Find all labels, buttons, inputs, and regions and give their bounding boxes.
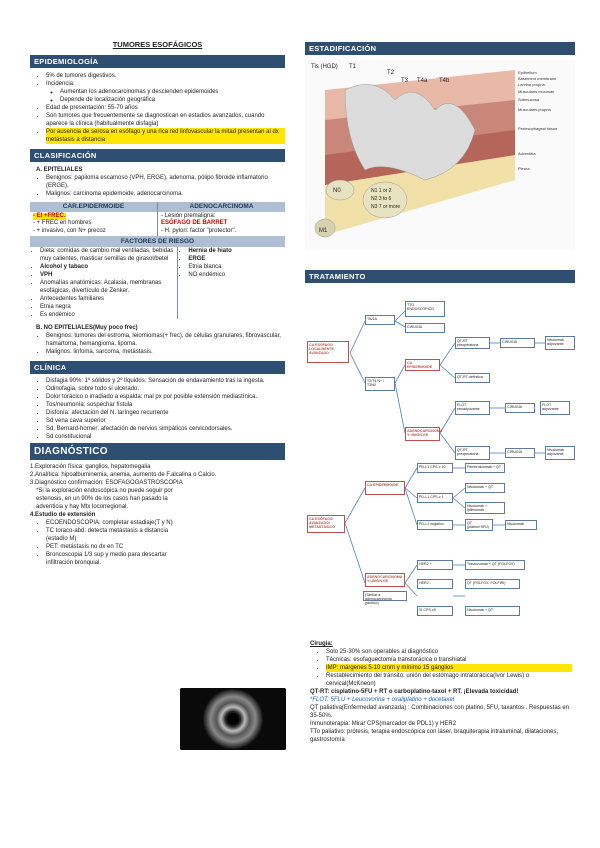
epid-row: - + invasivo, con N+ precoz xyxy=(33,227,106,234)
box-her2p: HER2 + xyxy=(417,560,453,570)
epidemiologia-header: EPIDEMIOLOGÍA xyxy=(30,55,285,68)
dx-item: *Si la exploración endoscópica no puede seguir por estenosis, en un 90% de los casos han pasado la adventicia y hay Mtx locorregional. xyxy=(36,488,173,510)
treatment-flowchart xyxy=(305,283,575,628)
clinica-item: • Odinofagia, sobre todo si ulcerado. xyxy=(46,385,285,393)
treatment-list xyxy=(310,640,572,744)
layer-label: Lamina propria xyxy=(518,82,545,87)
box-nivo2: Nivolumab adyuvante xyxy=(545,446,575,460)
box-nivoipi: Nivolumab + ipilimumab xyxy=(465,502,505,514)
box-m-epid: CA EPIDERMOIDE xyxy=(365,481,405,495)
box-cirugia2: CIRUGÍA xyxy=(500,338,535,348)
epi-sub-item: ◦ Depende de localización geográfica xyxy=(60,96,285,104)
box-her2n: HER2 - xyxy=(417,579,453,589)
clinica-item: • Tos/neumonía: sospechar fístula xyxy=(46,401,285,409)
risk-item: • Dieta: comidas de cambio mal ventiladas, bebidas muy calientes, masticar semillas de girasol/betel xyxy=(40,247,175,263)
epi-item: • Incidencia: ◦ Aumentan los adenocarcinomas y descienden epidemoides ◦ Depende de localización geográfica xyxy=(46,80,285,104)
clinica-header: CLÍNICA xyxy=(30,361,285,374)
right-column xyxy=(305,0,575,743)
box-qtpre: QT-RT preoperatoria xyxy=(455,446,490,460)
box-nivoqt: Nivolumab + QT xyxy=(465,483,505,493)
dx-item: 1.Exploración física: ganglios, hepatomegalia xyxy=(30,464,151,470)
box-pd1: PD-L1 CPS ≥ 10 xyxy=(417,463,453,473)
box-tto-endo: TTO. ENDOSCÓPICO xyxy=(405,301,445,317)
treat-sub: • Técnicas: esofaguectomía transtorácica o transhiatal xyxy=(326,656,572,664)
label-n1: N1 1 or 2 xyxy=(371,188,392,194)
risk-item: • Etnia negra xyxy=(40,303,175,311)
staging-diagram xyxy=(305,60,575,250)
ext-item: • ECOENDOSCOPIA: completar estadiaje(T y N) xyxy=(46,519,180,527)
box-pd3: PD-L1 negativo xyxy=(417,520,453,530)
layer-label: Muscularis propria xyxy=(518,107,551,112)
clinica-item: • Disfonía: afectación del N. laríngeo recurrente xyxy=(46,409,285,417)
clasificacion-header: CLASIFICACIÓN xyxy=(30,149,285,162)
epiteliales-title: A. EPITELIALES xyxy=(36,167,83,173)
clinica-item: • Disfagia 90%: 1º sólidos y 2º líquidos. Sensación de endavamiento tras la ingesta. xyxy=(46,377,285,385)
clinica-item: • Sd. Bernard-horner: afectación de nervios simpáticos cervicodorsales. xyxy=(46,425,285,433)
dx-item: 2.Analítica: hipoalbuminemia, anemia, aumento de F.alcalina o Calcio. xyxy=(30,472,217,478)
layer-label: Muscularis mucosae xyxy=(518,89,555,94)
page-title: TUMORES ESOFÁGICOS xyxy=(112,40,203,49)
col-epidermoide: CAR.EPIDERMOIDE xyxy=(30,202,158,212)
clinica-item: • Sd vena cava superior xyxy=(46,417,285,425)
estadificacion-header: ESTADIFICACIÓN xyxy=(305,42,575,55)
layer-label: Submucosa xyxy=(518,97,540,102)
treat-sub: • Restablecimiento del tránsito: unión del estómago intratorácica(Ivor Lewis) o cervical(McKneon) xyxy=(326,672,572,688)
risk-item: • ERGE xyxy=(188,255,283,263)
box-qt: QT (FOLFOX, FOLFIRI) xyxy=(465,579,520,589)
box-qtpla: QT (platino+5FU) xyxy=(465,519,493,531)
box-adeno: ADENOCARCINOMA Y UNIÓN GE xyxy=(405,427,440,441)
epi-item: • 5% de tumores digestivos. xyxy=(46,72,285,80)
box-flot2: FLOT adyuvante xyxy=(540,401,570,415)
box-cps: SI CPS ≥5 xyxy=(417,606,453,616)
benignos-item: • Benignos: papiloma escamoso (VPH, ERGE), adenoma, pólipo fibroide inflamatorio (ERGE). xyxy=(46,174,285,190)
label-t3: T3 xyxy=(401,78,409,84)
risk-item: • Alcohol y tabaco xyxy=(40,263,175,271)
left-column xyxy=(30,0,285,567)
label-n0: N0 xyxy=(333,188,341,194)
box-qtrt: QT-RT preoperatoria xyxy=(455,337,490,349)
treat-sub: • Solo 25-30% son operables al diagnóstico xyxy=(326,648,572,656)
epid-row: - + FREC en hombres xyxy=(33,220,92,226)
clinica-item: • Sd constitucional xyxy=(46,433,285,441)
no-epi-item: • Malignos: linfoma, sarcoma, metástasis. xyxy=(46,348,285,356)
no-epiteliales-title: B. NO EPITELIALES(Muy poco frec) xyxy=(36,325,138,331)
epid-row: - El +FREC. xyxy=(33,212,66,219)
layer-label: Epithelium xyxy=(518,70,537,75)
adeno-row: - H. pylori: factor "protector". xyxy=(161,227,237,234)
treat-item: TTo paliativo: prótesis, terapia endoscópica con láser, braquiterapia intraluminal, dilataciones, gastrostomía xyxy=(310,729,559,743)
treat-item: Cirugía: xyxy=(310,641,333,647)
box-cirugia4: CIRUGÍA xyxy=(505,448,535,458)
layer-label: Periesophageal tissue xyxy=(518,126,558,131)
box-nivoqt2: Nivolumab + QT xyxy=(465,606,520,616)
tratamiento-header: TRATAMIENTO xyxy=(305,270,575,283)
dx-item: 3.Diagnóstico confirmación: ESOFAGOGASTROSCOPIA xyxy=(30,480,183,486)
clinica-item: • Dolor torácico o irradiado a espalda: mal px por posible extensión mediastínica. xyxy=(46,393,285,401)
treat-sub: • IMP: márgenes 5-10 cmm y mínimo 15 gánglios xyxy=(326,664,572,672)
risk-table xyxy=(30,236,285,319)
label-m1: M1 xyxy=(319,228,328,234)
risk-item: • Anomalías anatómicas: Acalasia, membranas esofágicas, divertículo de Zenker. xyxy=(40,279,175,295)
epi-item: • Por ausencia de serosa en esófago y una rica red linfovascular la mitad presentan al dx metástasis a distancia xyxy=(46,128,285,144)
box-tis: Tis/1A xyxy=(365,315,395,325)
box-local: CA ESOFAGO LOCALMENTE AVANZADO xyxy=(307,341,349,363)
box-cirugia: CIRUGÍA xyxy=(405,323,445,333)
col-adenocarcinoma: ADENOCARCINOMA xyxy=(158,202,286,212)
treat-item: QT paliativa(Enfermedad avanzada) : Combinaciones con platino, 5FU, taxantos . Respuestas en 35-50%. xyxy=(310,705,570,719)
carcinoma-table xyxy=(30,202,285,236)
label-t1: T1 xyxy=(349,64,357,70)
ecoendoscopy-image xyxy=(180,688,286,750)
ext-item: • PET: metástasis no dx en TC xyxy=(46,543,180,551)
risk-item: • Es endémico xyxy=(40,311,175,319)
dx-item: 4.Estudio de extensión xyxy=(30,512,96,518)
treat-item: QT-RT: cisplatino-5FU + RT o carboplatino-taxol + RT. ¡Elevada toxicidad! xyxy=(310,689,519,695)
box-meta: CA ESÓFAGO AVANZADO/ METASTÁSICO xyxy=(307,515,345,533)
risk-item: • Hernia de hiato xyxy=(188,247,283,255)
malignos-item: • Malignos: carcinoma epidemoide, adenocarcinoma. xyxy=(46,190,285,198)
epi-item: • Edad de presentación: 55-70 años xyxy=(46,104,285,112)
treat-item: *FLOT: 5FLU + Leucovorina + oxaliplatino + docetaxel xyxy=(310,697,455,703)
label-tis: Tis (HGD) xyxy=(311,64,338,70)
risk-item: • Antecedentes familiares xyxy=(40,295,175,303)
epi-sub-item: ◦ Aumentan los adenocarcinomas y descienden epidemoides xyxy=(60,88,285,96)
label-t2: T2 xyxy=(387,70,395,76)
box-cirugia3: CIRUGÍA xyxy=(505,403,535,413)
layer-label: Basement membrane xyxy=(518,76,557,81)
diagnostico-header: DIAGNÓSTICO xyxy=(30,443,285,460)
layer-label: Adventitia xyxy=(518,151,536,156)
label-t4a: T4a xyxy=(417,78,428,84)
box-nivo3: Nivolumab xyxy=(505,520,537,530)
ext-item: • Broncoscopia 1/3 sup y medio para descartar infiltración bronquial. xyxy=(46,551,180,567)
box-tras: Trastuzumab + QT (FOLFOX) xyxy=(465,560,525,570)
label-n3: N3 7 or more xyxy=(371,204,401,210)
box-m-adeno: ADENOCARCINOMA Y UNIÓN GE xyxy=(365,573,405,587)
box-epid: CA EPIDERMOIDE xyxy=(405,359,440,371)
risk-item: • Etnia blanca xyxy=(188,263,283,271)
ext-item: • TC toraco-abd: detecta metástasis a distancia (estadío M) xyxy=(46,527,180,543)
layer-label: Pleura xyxy=(518,166,530,171)
adeno-row: - Lesión premaligna: xyxy=(161,212,216,219)
box-similar: (Similar a adenocarcinoma gástrico) xyxy=(363,591,407,601)
box-nivo: Nivolumab adyuvante xyxy=(545,336,575,350)
risk-item: • NO endémico xyxy=(188,271,283,279)
box-pembro: Pembrolizumab + QT xyxy=(465,463,505,473)
label-t4b: T4b xyxy=(439,78,450,84)
treat-item: Inmunoterapia: Mirar CPS(marcador de PDL1) y HER2 xyxy=(310,721,457,727)
epi-item: • Son tumores que frecuentemente se diagnostican en estadios avanzados, cuando aparece la clínica (habitualmente disfagia) xyxy=(46,112,285,128)
risk-item: • VPH xyxy=(40,271,175,279)
adeno-row: ESÓFAGO DE BARRET xyxy=(161,220,228,226)
risk-header: FACTORES DE RIESGO xyxy=(30,236,285,247)
box-flot: FLOT neoadyuvante xyxy=(455,401,490,415)
box-qtrt-def: QT-RT definitiva xyxy=(455,373,490,383)
box-pd2: PD-L1 CPS ≥ 1 xyxy=(417,493,453,503)
label-n2: N2 3 to 6 xyxy=(371,196,392,202)
box-t2: T2/T4 N+ / T3N0 xyxy=(365,377,395,391)
no-epi-item: • Benignos: tumores del estroma, leiomiomas(+ frec), de células granulares, fibrovascular, hamartoma, hemangioma, lipoma. xyxy=(46,332,285,348)
